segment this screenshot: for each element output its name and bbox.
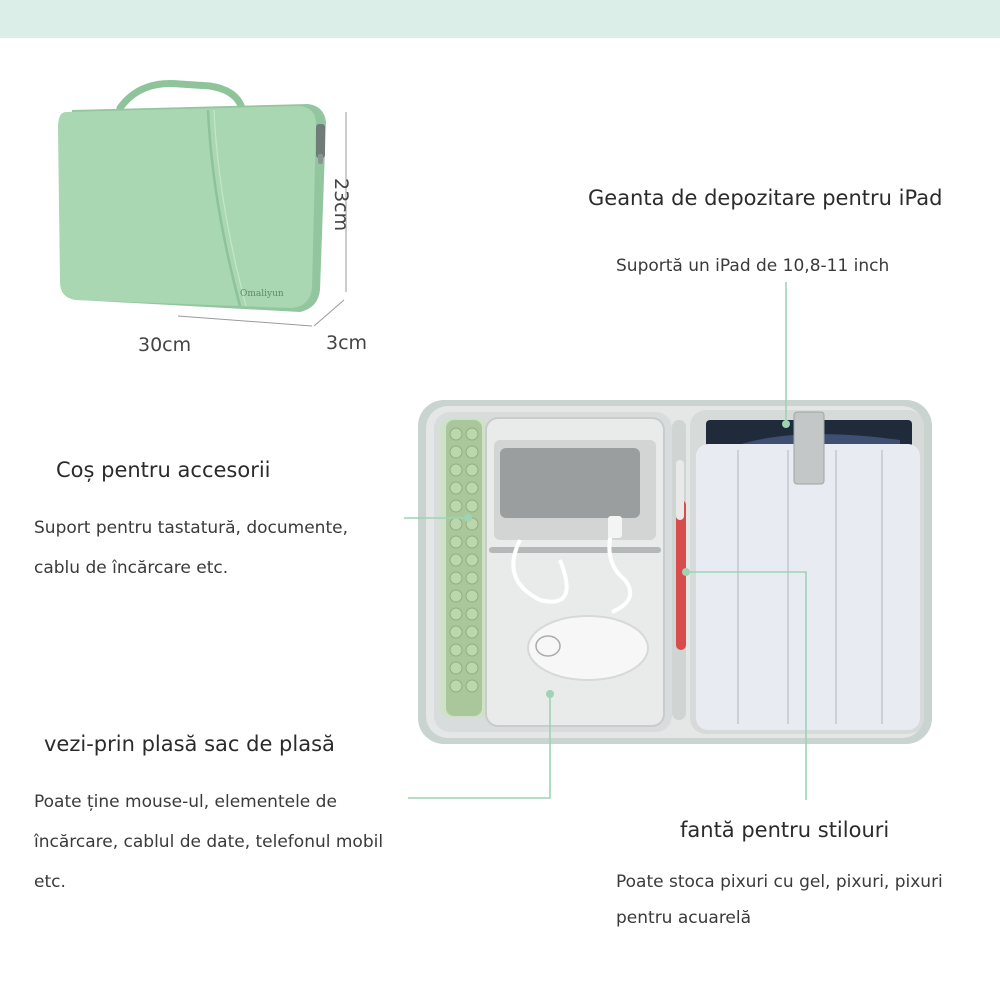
pen-slot-title: fantă pentru stilouri — [680, 818, 890, 842]
height-dimension-label: 23cm — [330, 178, 352, 232]
ipad-bag-description: Suportă un iPad de 10,8-11 inch — [616, 256, 890, 276]
accessory-basket-title: Coș pentru accesorii — [56, 458, 271, 482]
pen-slot-description-line-2: pentru acuarelă — [616, 908, 752, 928]
pen-slot-description-line-1: Poate stoca pixuri cu gel, pixuri, pixuri — [616, 872, 943, 892]
depth-dimension-label: 3cm — [326, 332, 368, 354]
brand-label: Omaliyun — [240, 289, 284, 299]
mesh-bag-description-line-1: Poate ține mouse-ul, elementele de — [34, 792, 337, 812]
open-bag-image — [418, 400, 932, 744]
mesh-bag-description-line-2: încărcare, cablul de date, telefonul mobil — [34, 832, 384, 852]
ipad-bag-title: Geanta de depozitare pentru iPad — [588, 186, 943, 210]
accessory-basket-description-line-2: cablu de încărcare etc. — [34, 558, 229, 578]
mesh-bag-title: vezi-prin plasă sac de plasă — [44, 732, 335, 756]
mesh-bag-description-line-3: etc. — [34, 872, 66, 892]
closed-bag-image — [58, 84, 326, 313]
accessory-basket-description-line-1: Suport pentru tastatură, documente, — [34, 518, 348, 538]
width-dimension-label: 30cm — [138, 334, 192, 356]
